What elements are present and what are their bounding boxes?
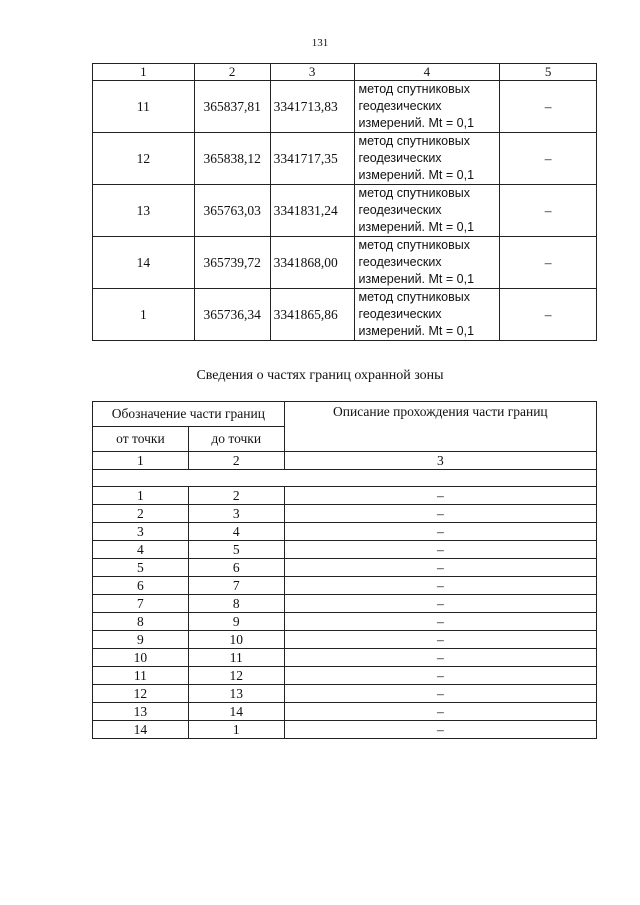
part-description: – [284,541,596,559]
part-description: – [284,505,596,523]
column-number: 1 [93,64,195,81]
table-row [93,559,597,577]
to-point: 7 [188,577,284,595]
to-point: 12 [188,667,284,685]
description-header: Описание прохождения части границ [284,402,596,452]
from-point: 11 [93,667,189,685]
x-coordinate: 365739,72 [194,237,270,289]
to-point-header: до точки [188,427,284,452]
x-coordinate: 365837,81 [194,81,270,133]
section-title: Сведения о частях границ охранной зоны [196,368,444,383]
part-description: – [284,577,596,595]
x-coordinate: 365736,34 [194,289,270,341]
to-point: 10 [188,631,284,649]
empty-cell [93,470,597,487]
designation-header: Обозначение части границ [93,402,285,427]
method-line: метод спутниковых [358,290,471,304]
method-line: геодезических [358,151,442,165]
to-point: 1 [188,721,284,739]
to-point: 3 [188,505,284,523]
method-line: измерений. Mt = 0,1 [358,324,475,338]
table-row [93,613,597,631]
method-line: метод спутниковых [358,238,471,252]
method-line: метод спутниковых [358,134,471,148]
method-cell [354,81,500,133]
table-row [93,703,597,721]
coordinates-table [92,63,597,341]
method-line: метод спутниковых [358,186,471,200]
table-row [93,721,597,739]
table-row [93,185,597,237]
method-cell [354,133,500,185]
table-row [93,133,597,185]
from-point: 8 [93,613,189,631]
table-row [93,523,597,541]
table-row [93,631,597,649]
method-line: геодезических [358,307,442,321]
column-number: 4 [354,64,500,81]
table-row [93,667,597,685]
point-number: 11 [93,81,195,133]
part-description: – [284,559,596,577]
table-row [93,577,597,595]
table-row [93,505,597,523]
point-number: 14 [93,237,195,289]
part-description: – [284,721,596,739]
column-number: 2 [194,64,270,81]
page-number: 131 [311,37,329,49]
method-line: геодезических [358,255,442,269]
from-point: 7 [93,595,189,613]
y-coordinate: 3341717,35 [270,133,354,185]
method-line: измерений. Mt = 0,1 [358,116,475,130]
note-cell: – [500,81,597,133]
method-cell [354,237,500,289]
from-point: 4 [93,541,189,559]
to-point: 4 [188,523,284,541]
column-number: 2 [188,452,284,470]
from-point: 14 [93,721,189,739]
column-number: 3 [284,452,596,470]
y-coordinate: 3341868,00 [270,237,354,289]
to-point: 11 [188,649,284,667]
coordinates-body [93,81,597,341]
table-row [93,81,597,133]
from-point: 1 [93,487,189,505]
parts-empty-row [93,470,597,487]
method-line: измерений. Mt = 0,1 [358,168,475,182]
from-point: 12 [93,685,189,703]
from-point: 13 [93,703,189,721]
method-line: измерений. Mt = 0,1 [358,272,475,286]
table-row [93,487,597,505]
from-point: 3 [93,523,189,541]
part-description: – [284,685,596,703]
from-point-header: от точки [93,427,189,452]
to-point: 14 [188,703,284,721]
to-point: 6 [188,559,284,577]
to-point: 2 [188,487,284,505]
table-row [93,237,597,289]
method-line: метод спутниковых [358,82,471,96]
point-number: 12 [93,133,195,185]
table-row [93,289,597,341]
to-point: 13 [188,685,284,703]
parts-number-row [93,452,597,470]
part-description: – [284,703,596,721]
x-coordinate: 365763,03 [194,185,270,237]
y-coordinate: 3341865,86 [270,289,354,341]
column-number: 1 [93,452,189,470]
from-point: 9 [93,631,189,649]
part-description: – [284,667,596,685]
from-point: 2 [93,505,189,523]
method-line: измерений. Mt = 0,1 [358,220,475,234]
part-description: – [284,523,596,541]
to-point: 5 [188,541,284,559]
y-coordinate: 3341831,24 [270,185,354,237]
y-coordinate: 3341713,83 [270,81,354,133]
parts-header-row [93,402,597,427]
note-cell: – [500,289,597,341]
table-row [93,595,597,613]
boundary-parts-table [92,401,597,739]
table-row [93,541,597,559]
point-number: 1 [93,289,195,341]
column-number: 5 [500,64,597,81]
column-number: 3 [270,64,354,81]
method-line: геодезических [358,203,442,217]
part-description: – [284,487,596,505]
coordinates-header-row [93,64,597,81]
x-coordinate: 365838,12 [194,133,270,185]
from-point: 5 [93,559,189,577]
to-point: 9 [188,613,284,631]
table-row [93,685,597,703]
note-cell: – [500,185,597,237]
part-description: – [284,631,596,649]
from-point: 6 [93,577,189,595]
part-description: – [284,613,596,631]
part-description: – [284,649,596,667]
method-line: геодезических [358,99,442,113]
table-row [93,649,597,667]
method-cell [354,289,500,341]
note-cell: – [500,133,597,185]
to-point: 8 [188,595,284,613]
part-description: – [284,595,596,613]
boundary-parts-body [93,402,597,739]
point-number: 13 [93,185,195,237]
method-cell [354,185,500,237]
from-point: 10 [93,649,189,667]
note-cell: – [500,237,597,289]
